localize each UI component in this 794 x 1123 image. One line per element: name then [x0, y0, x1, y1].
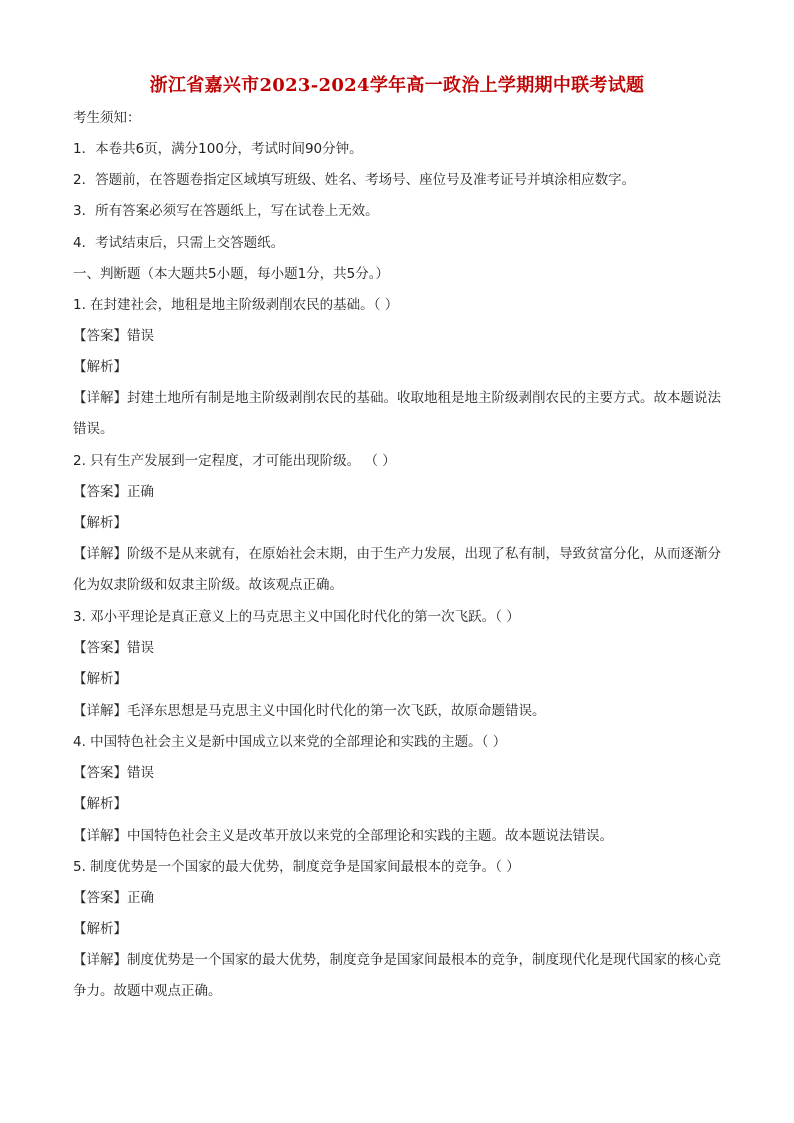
answer-label: 【答案】: [73, 890, 127, 906]
answer-line: [73, 638, 154, 658]
analysis-label: 【解析】: [73, 796, 127, 812]
question-stem: 5. 制度优势是一个国家的最大优势，制度竞争是国家间最根本的竞争。（ ）: [73, 859, 520, 875]
detail-text: 中国特色社会主义是改革开放以来党的全部理论和实践的主题。故本题说法错误。: [127, 828, 613, 844]
answer-label: 【答案】: [73, 640, 127, 656]
analysis-label: 【解析】: [73, 671, 127, 687]
page-title: 浙江省嘉兴市2023-2024学年高一政治上学期期中联考试题: [149, 75, 645, 96]
notice-item: 3．所有答案必须写在答题纸上，写在试卷上无效。: [73, 203, 379, 219]
notice-item: 2．答题前，在答题卷指定区域填写班级、姓名、考场号、座位号及准考证号并填涂相应数字。: [73, 172, 636, 188]
answer-value: 错误: [127, 328, 154, 344]
answer-line: [73, 763, 154, 783]
answer-value: 错误: [127, 765, 154, 781]
detail-text: 毛泽东思想是马克思主义中国化时代化的第一次飞跃，故原命题错误。: [127, 703, 546, 719]
detail-paragraph: [73, 539, 723, 601]
notice-heading: 考生须知：: [73, 110, 141, 126]
detail-label: 【详解】: [73, 546, 127, 562]
detail-text: 制度优势是一个国家的最大优势，制度竞争是国家间最根本的竞争，制度现代化是现代国家的核心竞争力。故题中观点正确。: [73, 952, 721, 999]
question-stem: 4. 中国特色社会主义是新中国成立以来党的全部理论和实践的主题。（ ）: [73, 734, 507, 750]
answer-label: 【答案】: [73, 328, 127, 344]
notice-item: 1．本卷共6页，满分100分，考试时间90分钟。: [73, 141, 363, 157]
question-stem: 3. 邓小平理论是真正意义上的马克思主义中国化时代化的第一次飞跃。（ ）: [73, 609, 520, 625]
answer-value: 正确: [127, 484, 154, 500]
detail-text: 封建土地所有制是地主阶级剥削农民的基础。收取地租是地主阶级剥削农民的主要方式。故本题说法错误。: [73, 390, 721, 437]
analysis-label: 【解析】: [73, 359, 127, 375]
section-heading: 一、判断题（本大题共5小题，每小题1分，共5分。）: [73, 266, 390, 282]
detail-paragraph: [73, 701, 546, 721]
detail-paragraph: [73, 383, 723, 445]
answer-value: 正确: [127, 890, 154, 906]
answer-line: [73, 482, 154, 502]
analysis-label: 【解析】: [73, 921, 127, 937]
detail-text: 阶级不是从来就有，在原始社会末期，由于生产力发展，出现了私有制，导致贫富分化，从而逐渐分化为奴隶阶级和奴隶主阶级。故该观点正确。: [73, 546, 721, 593]
question-stem: 1. 在封建社会，地租是地主阶级剥削农民的基础。（ ）: [73, 297, 399, 313]
notice-item: 4．考试结束后，只需上交答题纸。: [73, 235, 285, 251]
answer-label: 【答案】: [73, 484, 127, 500]
question-stem: 2. 只有生产发展到一定程度，才可能出现阶级。 （ ）: [73, 453, 396, 469]
answer-label: 【答案】: [73, 765, 127, 781]
answer-line: [73, 326, 154, 346]
answer-value: 错误: [127, 640, 154, 656]
detail-label: 【详解】: [73, 703, 127, 719]
detail-paragraph: [73, 826, 613, 846]
detail-paragraph: [73, 945, 723, 1007]
detail-label: 【详解】: [73, 828, 127, 844]
answer-line: [73, 888, 154, 908]
analysis-label: 【解析】: [73, 515, 127, 531]
detail-label: 【详解】: [73, 390, 127, 406]
detail-label: 【详解】: [73, 952, 127, 968]
